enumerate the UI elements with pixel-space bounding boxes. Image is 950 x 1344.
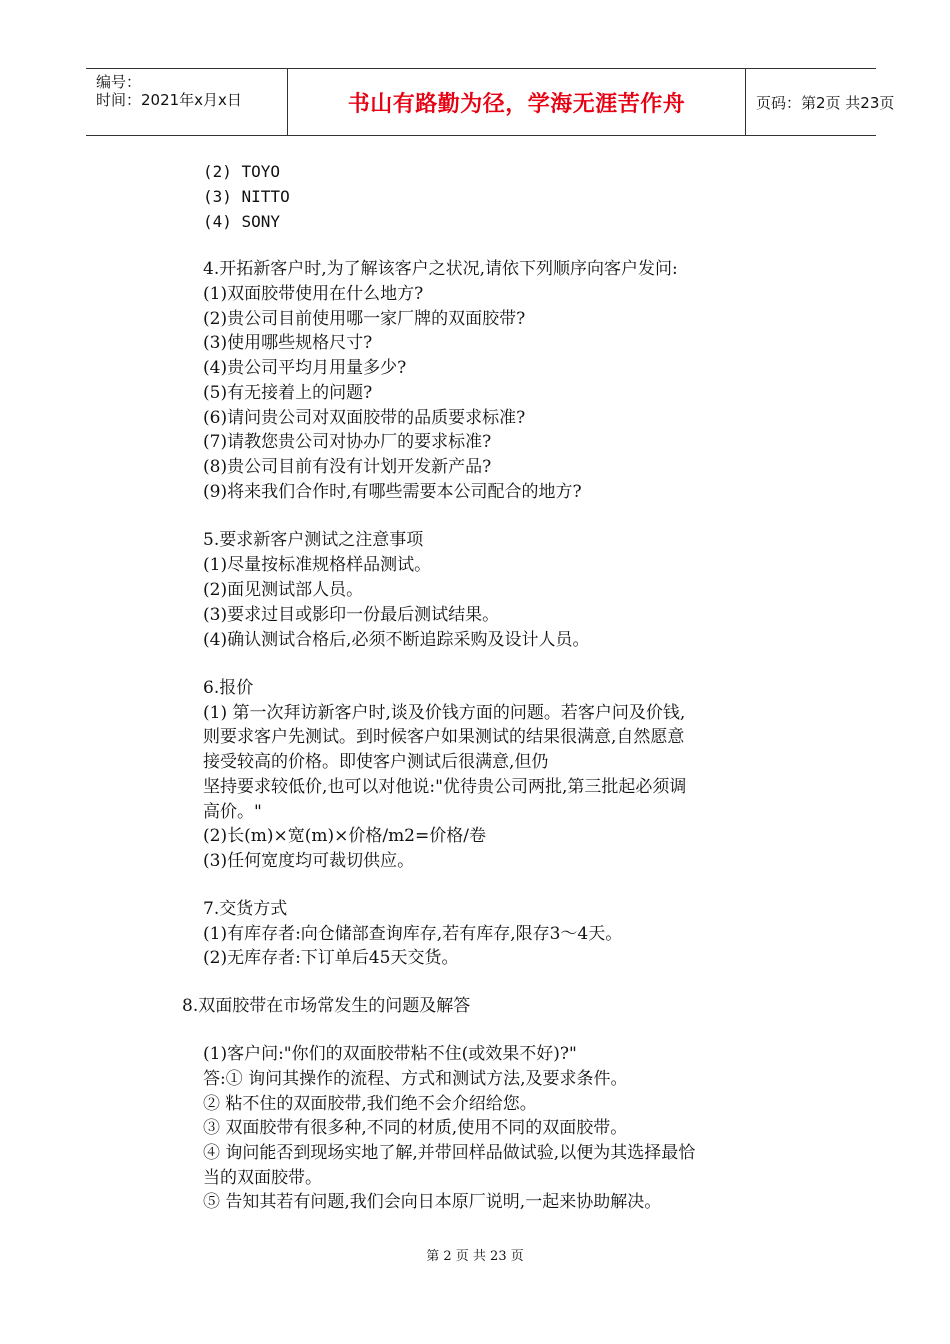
list-item: (7)请教您贵公司对协办厂的要求标准? [203, 432, 492, 452]
paragraph-line: ④ 询问能否到现场实地了解,并带回样品做试验,以便为其选择最恰 [203, 1143, 696, 1163]
section-title: 4.开拓新客户时,为了解该客户之状况,请依下列顺序向客户发问: [203, 259, 678, 279]
paragraph-line: (1)客户问:"你们的双面胶带粘不住(或效果不好)?" [203, 1044, 577, 1064]
list-item: (3)使用哪些规格尺寸? [203, 333, 373, 353]
list-item: (2)贵公司目前使用哪一家厂牌的双面胶带? [203, 309, 526, 329]
list-item: (2)无库存者:下订单后45天交货。 [203, 948, 459, 968]
section-title: 5.要求新客户测试之注意事项 [203, 530, 424, 550]
serial-label: 编号： [96, 73, 142, 91]
list-item: (5)有无接着上的问题? [203, 383, 373, 403]
section-title: 7.交货方式 [203, 899, 288, 919]
list-item: (1)有库存者:向仓储部查询库存,若有库存,限存3～4天。 [203, 924, 623, 944]
paragraph-line: 坚持要求较低价,也可以对他说:"优待贵公司两批,第三批起必须调 [203, 777, 687, 797]
list-item: (6)请问贵公司对双面胶带的品质要求标准? [203, 408, 526, 428]
list-item: (9)将来我们合作时,有哪些需要本公司配合的地方? [203, 482, 582, 502]
list-item: (3)要求过目或影印一份最后测试结果。 [203, 605, 500, 625]
paragraph-line: (2)长(m)×宽(m)×价格/m2=价格/卷 [203, 826, 486, 846]
paragraph-line: ② 粘不住的双面胶带,我们绝不会介绍给您。 [203, 1094, 537, 1114]
list-item: (3) NITTO [203, 187, 290, 206]
paragraph-line: ③ 双面胶带有很多种,不同的材质,使用不同的双面胶带。 [203, 1118, 628, 1138]
list-item: (2)面见测试部人员。 [203, 580, 364, 600]
list-item: (4) SONY [203, 212, 281, 231]
paragraph-line: ⑤ 告知其若有问题,我们会向日本原厂说明,一起来协助解决。 [203, 1192, 662, 1212]
paragraph-line: 则要求客户先测试。到时候客户如果测试的结果很满意,自然愿意 [203, 727, 685, 747]
time-label: 时间：2021年x月x日 [96, 91, 242, 109]
list-item: (4)确认测试合格后,必须不断追踪采购及设计人员。 [203, 630, 590, 650]
list-item: (1)尽量按标准规格样品测试。 [203, 555, 432, 575]
paragraph-line: 高价。" [203, 802, 262, 822]
section-title: 8.双面胶带在市场常发生的问题及解答 [182, 996, 471, 1016]
list-item: (1)双面胶带使用在什么地方? [203, 284, 424, 304]
paragraph-line: 接受较高的价格。即使客户测试后很满意,但仍 [203, 752, 549, 772]
list-item: (4)贵公司平均月用量多少? [203, 358, 407, 378]
motto-text: 书山有路勤为径，学海无涯苦作舟 [347, 91, 686, 117]
page-footer: 第 2 页 共 23 页 [426, 1249, 524, 1264]
paragraph-line: 答:① 询问其操作的流程、方式和测试方法,及要求条件。 [203, 1069, 628, 1089]
list-item: (2) TOYO [203, 162, 281, 181]
paragraph-line: 当的双面胶带。 [203, 1168, 322, 1188]
paragraph-line: (3)任何宽度均可裁切供应。 [203, 851, 415, 871]
section-title: 6.报价 [203, 678, 254, 698]
header-page-label: 页码：第2页 共23页 [756, 93, 895, 112]
list-item: (8)贵公司目前有没有计划开发新产品? [203, 457, 492, 477]
paragraph-line: (1) 第一次拜访新客户时,谈及价钱方面的问题。若客户问及价钱, [203, 703, 686, 723]
